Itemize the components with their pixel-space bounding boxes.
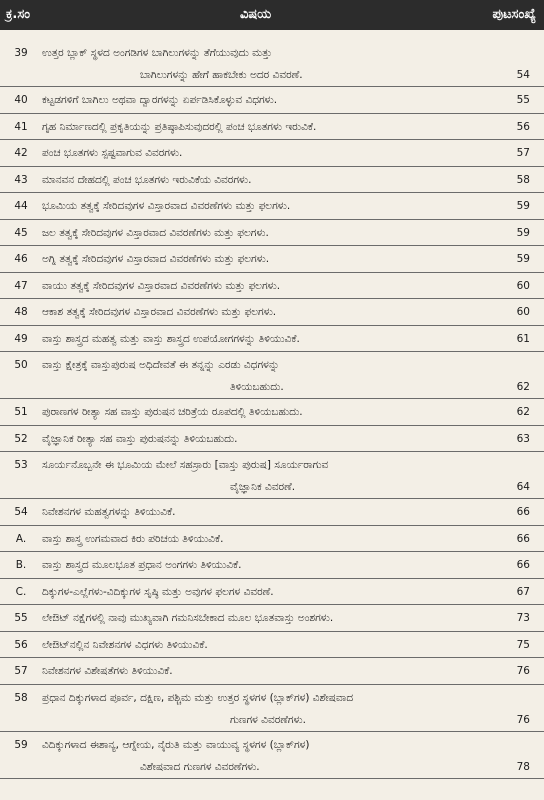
table-header xyxy=(0,0,544,30)
entry-title: ಸೂರ್ಯನೊಬ್ಬನೇ ಈ ಭೂಮಿಯ ಮೇಲೆ ಸಹಸ್ರಾರು [ವಾಸ್ತು ಪುರುಷ] ಸೂರ್ಯರಾಗುವ xyxy=(42,459,329,471)
entry-page-number: 76 xyxy=(516,713,530,726)
entry-title: ಲೇಔಟ್‌ನಲ್ಲಿನ ನಿವೇಶನಗಳ ವಿಧಗಳು ತಿಳಿಯುವಿಕೆ. xyxy=(42,638,208,651)
entry-page-number: 59 xyxy=(516,253,530,265)
entry-title-continuation: ಬಾಗಿಲುಗಳನ್ನು ಹೇಗೆ ಹಾಕಬೇಕು ಅದರ ವಿವರಣೆ. xyxy=(140,69,303,81)
entry-title: ವಾಸ್ತು ಶಾಸ್ತ್ರ ಉಗಮವಾದ ಕಿರು ಪರಿಚಯ ತಿಳಿಯುವಿಕೆ. xyxy=(42,532,224,545)
entry-number: 47 xyxy=(14,279,28,292)
entry-page-number: 66 xyxy=(516,532,530,545)
entry-number: 44 xyxy=(14,200,28,212)
entry-title: ಮಾನವನ ದೇಹದಲ್ಲಿ ಪಂಚ ಭೂತಗಳು ಇರುವಿಕೆಯ ವಿವರಗಳು. xyxy=(42,173,252,186)
entry-title: ಜಲ ತತ್ವಕ್ಕೆ ಸೇರಿದವುಗಳ ವಿಸ್ತಾರವಾದ ವಿವರಣೆಗಳು ಮತ್ತು ಫಲಗಳು. xyxy=(42,226,269,239)
entry-number: 57 xyxy=(14,665,28,677)
contents-list xyxy=(0,40,544,779)
entry-number: 43 xyxy=(14,173,28,186)
contents-row xyxy=(0,426,544,453)
entry-title: ದಿಕ್ಕುಗಳ-ಎಲ್ಲೆಗಳು-ವಿದಿಕ್ಕುಗಳ ಸೃಷ್ಠಿ ಮತ್ತು ಅವುಗಳ ಫಲಗಳ ವಿವರಣೆ. xyxy=(42,585,274,598)
entry-page-number: 64 xyxy=(516,481,530,493)
entry-number: 53 xyxy=(14,459,28,471)
entry-title: ಕಟ್ಟಡಗಳಿಗೆ ಬಾಗಿಲು ಅಥವಾ ದ್ವಾರಗಳನ್ನು ಏರ್ಪಡಿಸಿಕೊಳ್ಳುವ ವಿಧಗಳು. xyxy=(42,94,278,106)
entry-page-number: 66 xyxy=(516,506,530,518)
entry-title: ಪ್ರಧಾನ ದಿಕ್ಕುಗಳಾದ ಪೂರ್ವ, ದಕ್ಷಿಣ, ಪಶ್ಚಿಮ ಮತ್ತು ಉತ್ತರ ಸ್ಥಳಗಳ (ಬ್ಲಾಕ್‌ಗಳ) ವಿಶೇಷವಾದ xyxy=(42,691,354,704)
entry-page-number: 59 xyxy=(516,226,530,239)
entry-number: 59 xyxy=(14,738,28,751)
entry-title-continuation: ತಿಳಿಯಬಹುದು. xyxy=(230,381,284,393)
entry-title: ಪುರಾಣಗಳ ರೀತ್ಯಾ ಸಹ ವಾಸ್ತು ಪುರುಷನ ಚರಿತ್ರೆಯ ರೂಪದಲ್ಲಿ ತಿಳಿಯಬಹುದು. xyxy=(42,406,303,418)
entry-number: 54 xyxy=(14,506,28,518)
contents-row xyxy=(0,220,544,247)
entry-title: ಭೂಮಿಯ ತತ್ವಕ್ಕೆ ಸೇರಿದವುಗಳ ವಿಸ್ತಾರವಾದ ವಿವರಣೆಗಳು ಮತ್ತು ಫಲಗಳು. xyxy=(42,200,291,212)
contents-row xyxy=(0,399,544,426)
entry-number: C. xyxy=(15,585,27,598)
entry-title: ಪಂಚ ಭೂತಗಳು ಸ್ಪಷ್ಟವಾಗುವ ವಿವರಗಳು. xyxy=(42,147,183,159)
entry-number: 48 xyxy=(14,306,28,318)
contents-row xyxy=(0,732,544,779)
header-page-label: ಪುಟಸಂಖ್ಯೆ xyxy=(492,7,536,22)
entry-page-number: 73 xyxy=(516,612,530,624)
contents-row xyxy=(0,352,544,399)
entry-title: ನಿವೇಶನಗಳ ವಿಶೇಷತೆಗಳು ತಿಳಿಯುವಿಕೆ. xyxy=(42,665,173,677)
contents-row xyxy=(0,140,544,167)
entry-title: ವಿದಿಕ್ಕುಗಳಾದ ಈಶಾನ್ಯ, ಆಗ್ನೇಯ, ನೈರುತಿ ಮತ್ತು ವಾಯುವ್ಯ ಸ್ಥಳಗಳ (ಬ್ಲಾಕ್‌ಗಳ) xyxy=(42,738,310,751)
entry-number: 45 xyxy=(14,226,28,239)
contents-row xyxy=(0,40,544,87)
entry-title: ವೈಜ್ಞಾನಿಕ ರೀತ್ಯಾ ಸಹ ವಾಸ್ತು ಪುರುಷನನ್ನು ತಿಳಿಯಬಹುದು. xyxy=(42,432,238,445)
entry-page-number: 66 xyxy=(516,559,530,571)
header-serial-label: ಕ್ರ.ಸಂ xyxy=(6,7,30,22)
entry-number: 55 xyxy=(14,612,28,624)
entry-page-number: 54 xyxy=(516,69,530,81)
contents-row xyxy=(0,605,544,632)
contents-row xyxy=(0,499,544,526)
entry-page-number: 60 xyxy=(516,279,530,292)
entry-number: B. xyxy=(15,559,27,571)
entry-page-number: 57 xyxy=(516,147,530,159)
contents-row xyxy=(0,114,544,141)
contents-row xyxy=(0,452,544,499)
entry-page-number: 78 xyxy=(516,760,530,773)
entry-page-number: 61 xyxy=(516,332,530,345)
entry-number: 51 xyxy=(14,406,28,418)
entry-title-continuation: ವೈಜ್ಞಾನಿಕ ವಿವರಣೆ. xyxy=(230,481,296,493)
contents-row xyxy=(0,579,544,606)
entry-title-continuation: ವಿಶೇಷವಾದ ಗುಣಗಳ ವಿವರಣೆಗಳು. xyxy=(140,760,260,773)
contents-row xyxy=(0,87,544,114)
entry-number: 46 xyxy=(14,253,28,265)
contents-row xyxy=(0,552,544,579)
entry-title: ನಿವೇಶನಗಳ ಮಹತ್ವಗಳನ್ನು ತಿಳಿಯುವಿಕೆ. xyxy=(42,506,176,518)
entry-number: 58 xyxy=(14,691,28,704)
entry-page-number: 56 xyxy=(516,120,530,133)
contents-row xyxy=(0,299,544,326)
contents-row xyxy=(0,685,544,732)
entry-page-number: 67 xyxy=(516,585,530,598)
entry-page-number: 63 xyxy=(516,432,530,445)
entry-number: A. xyxy=(15,532,27,545)
entry-number: 41 xyxy=(14,120,28,133)
entry-number: 40 xyxy=(14,94,28,106)
entry-page-number: 59 xyxy=(516,200,530,212)
entry-title: ಲೇಔಟ್ ನಕ್ಷೆಗಳಲ್ಲಿ ನಾವು ಮುಖ್ಯವಾಗಿ ಗಮನಿಸಬೇಕಾದ ಮೂಲ ಭೂತವಾಸ್ತು ಅಂಶಗಳು. xyxy=(42,612,334,624)
contents-row xyxy=(0,193,544,220)
entry-title: ಗೃಹ ನಿರ್ಮಾಣದಲ್ಲಿ ಪ್ರಕೃತಿಯನ್ನು ಪ್ರತಿಷ್ಠಾಪಿಸುವುದರಲ್ಲಿ ಪಂಚ ಭೂತಗಳು ಇರುವಿಕೆ. xyxy=(42,120,317,133)
contents-row xyxy=(0,632,544,659)
entry-number: 52 xyxy=(14,432,28,445)
contents-row xyxy=(0,167,544,194)
entry-page-number: 62 xyxy=(516,381,530,393)
entry-page-number: 58 xyxy=(516,173,530,186)
entry-title: ಉತ್ತರ ಬ್ಲಾಕ್ ಸ್ಥಳದ ಅಂಗಡಿಗಳ ಬಾಗಿಲುಗಳನ್ನು ತೆಗೆಯುವುದು ಮತ್ತು xyxy=(42,47,272,59)
entry-number: 50 xyxy=(14,359,28,371)
contents-row xyxy=(0,326,544,353)
entry-title-continuation: ಗುಣಗಳ ವಿವರಣೆಗಳು. xyxy=(230,713,306,726)
entry-page-number: 62 xyxy=(516,406,530,418)
entry-title: ವಾಸ್ತು ಕ್ಷೇತ್ರಕ್ಕೆ ವಾಸ್ತುಪುರುಷ ಅಧಿದೇವತೆ ಈ ತನ್ನನ್ನು ಎರಡು ವಿಧಗಳನ್ನು xyxy=(42,359,280,371)
entry-number: 42 xyxy=(14,147,28,159)
entry-title: ವಾಸ್ತು ಶಾಸ್ತ್ರದ ಮಹತ್ವ ಮತ್ತು ವಾಸ್ತು ಶಾಸ್ತ್ರದ ಉಪಯೋಗಗಳನ್ನು ತಿಳಿಯುವಿಕೆ. xyxy=(42,332,300,345)
contents-row xyxy=(0,658,544,685)
entry-page-number: 55 xyxy=(516,94,530,106)
contents-row xyxy=(0,526,544,553)
header-subject-label: ವಿಷಯ xyxy=(240,7,272,22)
contents-row xyxy=(0,246,544,273)
entry-title: ವಾಯು ತತ್ವಕ್ಕೆ ಸೇರಿದವುಗಳ ವಿಸ್ತಾರವಾದ ವಿವರಣೆಗಳು ಮತ್ತು ಫಲಗಳು. xyxy=(42,279,281,292)
contents-row xyxy=(0,273,544,300)
entry-title: ಆಕಾಶ ತತ್ವಕ್ಕೆ ಸೇರಿದವುಗಳ ವಿಸ್ತಾರವಾದ ವಿವರಣೆಗಳು ಮತ್ತು ಫಲಗಳು. xyxy=(42,306,277,318)
entry-page-number: 60 xyxy=(516,306,530,318)
entry-page-number: 75 xyxy=(516,638,530,651)
entry-title: ಅಗ್ನಿ ತತ್ವಕ್ಕೆ ಸೇರಿದವುಗಳ ವಿಸ್ತಾರವಾದ ವಿವರಣೆಗಳು ಮತ್ತು ಫಲಗಳು. xyxy=(42,253,270,265)
entry-title: ವಾಸ್ತು ಶಾಸ್ತ್ರದ ಮೂಲಭೂತ ಪ್ರಧಾನ ಅಂಗಗಳು ತಿಳಿಯುವಿಕೆ. xyxy=(42,559,242,571)
entry-number: 56 xyxy=(14,638,28,651)
entry-number: 39 xyxy=(14,47,28,59)
entry-page-number: 76 xyxy=(516,665,530,677)
entry-number: 49 xyxy=(14,332,28,345)
